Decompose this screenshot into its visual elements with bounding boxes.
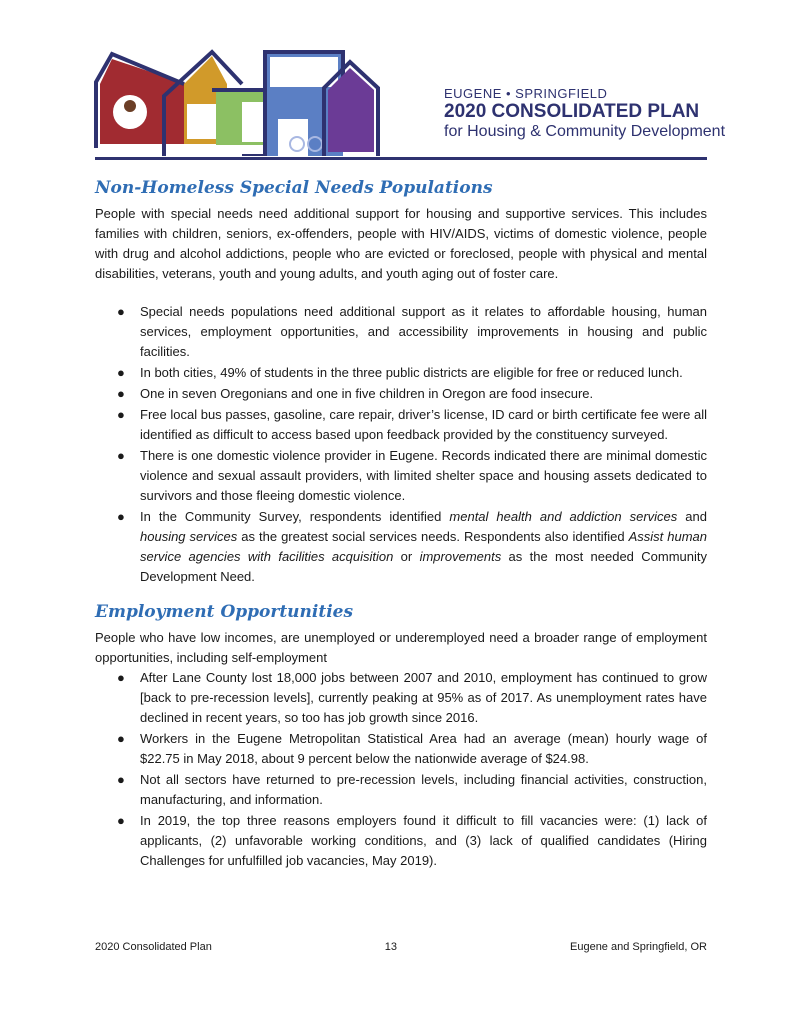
footer-right: Eugene and Springfield, OR — [570, 941, 707, 953]
bullet-icon: ● — [117, 813, 125, 828]
list-item-text: Free local bus passes, gasoline, care repair, driver’s license, ID card or birth certificate fee were all identified as difficult to access based upon feedback provided by the constituency surveyed. — [140, 407, 707, 442]
employment-list — [95, 668, 707, 871]
bullet-icon: ● — [117, 448, 125, 463]
section-intro: People with special needs need additional support for housing and supportive services. This includes families with children, seniors, ex-offenders, people with HIV/AIDS, victims of domestic violence, people with drug and alcohol addictions, people who are evicted or foreclosed, people with physical and mental disabilities, veterans, youth and young adults, and youth aging out of foster care. — [95, 206, 707, 281]
list-item — [95, 668, 707, 728]
list-item — [95, 363, 707, 383]
houses-logo — [92, 44, 432, 156]
text: In the Community Survey, respondents identified — [140, 509, 450, 524]
logo-line-3: for Housing & Community Development — [444, 123, 726, 140]
list-item-text: There is one domestic violence provider in Eugene. Records indicated there are minimal domestic violence and sexual assault providers, with limited shelter space and housing assets dedicated to survivors and those fleeing domestic violence. — [140, 448, 707, 503]
list-item-text: Not all sectors have returned to pre-recession levels, including financial activities, construction, manufacturing, and information. — [140, 772, 707, 807]
italic-text: Assist human service agencies with facilities acquisition — [140, 529, 707, 564]
list-item — [95, 811, 707, 871]
footer-left: 2020 Consolidated Plan — [95, 941, 212, 953]
list-item — [95, 405, 707, 445]
logo-line-2: 2020 CONSOLIDATED PLAN — [444, 101, 700, 122]
text: or — [393, 549, 420, 564]
section-intro: People who have low incomes, are unemployed or underemployed need a broader range of employment opportunities, including self-employment — [95, 630, 707, 665]
list-item — [95, 384, 707, 404]
bullet-icon: ● — [117, 407, 125, 422]
list-item-text: In 2019, the top three reasons employers found it difficult to fill vacancies were: (1) lack of applicants, (2) unfavorable working conditions, and (3) lack of qualified candidates (Hiring Challenges for unfulfilled job vacancies, May 2019). — [140, 813, 707, 868]
list-item-text: One in seven Oregonians and one in five children in Oregon are food insecure. — [140, 386, 594, 401]
section-title-employment: Employment Opportunities — [95, 602, 354, 622]
italic-text: improvements — [419, 549, 502, 564]
bullet-icon: ● — [117, 731, 125, 746]
bullet-icon: ● — [117, 772, 125, 787]
special-needs-list — [95, 302, 707, 587]
bullet-icon: ● — [117, 386, 125, 401]
bullet-icon: ● — [117, 365, 125, 380]
list-item-text: In both cities, 49% of students in the three public districts are eligible for free or reduced lunch. — [140, 365, 683, 380]
list-item-text: After Lane County lost 18,000 jobs between 2007 and 2010, employment has continued to grow [back to pre-recession levels], currently peaking at 95% as of 2017. As unemployment rates have declined in recent years, so too has job growth since 2016. — [140, 670, 707, 725]
list-item-text: Workers in the Eugene Metropolitan Statistical Area had an average (mean) hourly wage of $22.75 in May 2018, about 9 percent below the nationwide average of $24.98. — [140, 731, 707, 766]
bullet-icon: ● — [117, 670, 125, 685]
list-item — [95, 729, 707, 769]
section-title-special-needs: Non-Homeless Special Needs Populations — [95, 178, 493, 198]
list-item-text: Special needs populations need additional support as it relates to affordable housing, human services, employment opportunities, and accessibility improvements in housing and public facilities. — [140, 304, 707, 359]
list-item — [95, 302, 707, 362]
header-divider — [95, 157, 707, 160]
bullet-icon: ● — [117, 509, 125, 524]
italic-text: housing services — [140, 529, 238, 544]
content — [95, 176, 707, 872]
page-footer — [95, 941, 707, 953]
logo-text — [444, 86, 725, 141]
italic-text: mental health and addiction services — [449, 509, 678, 524]
list-item — [95, 770, 707, 810]
text: and — [677, 509, 707, 524]
page-number: 13 — [384, 941, 398, 953]
logo-line-1: EUGENE • SPRINGFIELD — [444, 86, 608, 101]
list-item — [95, 446, 707, 506]
text: as the most needed Community Development Need. — [140, 549, 707, 584]
text: as the greatest social services needs. Respondents also identified — [237, 529, 629, 544]
bullet-icon: ● — [117, 304, 125, 319]
list-item — [95, 507, 707, 587]
